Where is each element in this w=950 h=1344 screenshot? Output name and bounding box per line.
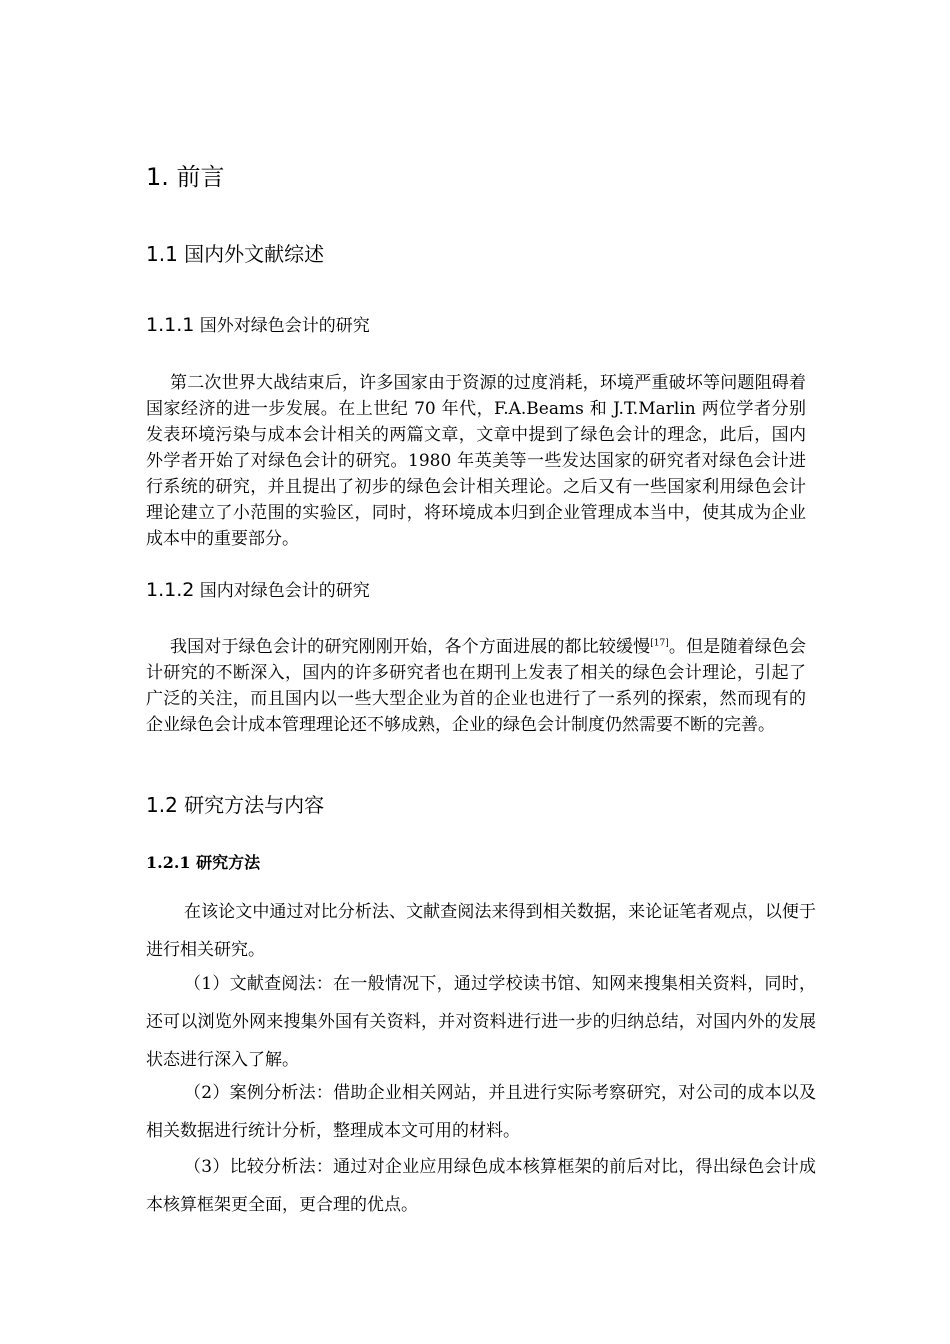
section-1-1-2-heading xyxy=(146,577,370,604)
citation-marker: [17] xyxy=(650,638,669,649)
section-1-heading: 1. 前言 xyxy=(146,163,225,191)
paragraph-text-part1: 我国对于绿色会计的研究刚刚开始，各个方面进展的都比较缓慢 xyxy=(170,637,651,657)
section-1-1-1-title: 国外对绿色会计的研究 xyxy=(199,316,370,336)
section-1-2-heading: 1.2 研究方法与内容 xyxy=(146,793,325,817)
section-1-1-2-paragraph xyxy=(146,634,806,738)
section-1-1-2-number: 1.1.2 xyxy=(146,579,195,601)
section-1-1-1-number: 1.1.1 xyxy=(146,314,195,336)
section-1-1-1-heading xyxy=(146,312,370,339)
method-item-case-analysis: （2）案例分析法：借助企业相关网站，并且进行实际考察研究，对公司的成本以及相关数据进行统计分析，整理成本文可用的材料。 xyxy=(146,1083,816,1141)
method-item-literature: （1）文献查阅法：在一般情况下，通过学校读书馆、知网来搜集相关资料，同时，还可以浏览外网来搜集外国有关资料，并对资料进行进一步的归纳总结，对国内外的发展状态进行深入了解。 xyxy=(146,974,816,1070)
method-item-comparison: （3）比较分析法：通过对企业应用绿色成本核算框架的前后对比，得出绿色会计成本核算框架更全面，更合理的优点。 xyxy=(146,1157,816,1215)
research-method-intro: 在该论文中通过对比分析法、文献查阅法来得到相关数据，来论证笔者观点，以便于进行相关研究。 xyxy=(146,902,816,960)
section-1-1-1-paragraph: 第二次世界大战结束后，许多国家由于资源的过度消耗，环境严重破坏等问题阻碍着国家经济的进一步发展。在上世纪 70 年代，F.A.Beams 和 J.T.Marlin 两位学者分别发表环境污染与成本会计相关的两篇文章，文章中提到了绿色会计的理念，此后，国内外学者开始了对绿色会计的研究。1980 年英美等一些发达国家的研究者对绿色会计进行系统的研究，并且提出了初步的绿色会计相关理论。之后又有一些国家利用绿色会计理论建立了小范围的实验区，同时，将环境成本归到企业管理成本当中，使其成为企业成本中的重要部分。 xyxy=(146,373,806,549)
section-1-1-heading: 1.1 国内外文献综述 xyxy=(146,242,325,266)
paragraph-text-part2: 。但是随着绿色会计研究的不断深入，国内的许多研究者也在期刊上发表了相关的绿色会计理论，引起了广泛的关注，而且国内以一些大型企业为首的企业也进行了一系列的探索，然而现有的企业绿色会计成本管理理论还不够成熟，企业的绿色会计制度仍然需要不断的完善。 xyxy=(146,637,807,735)
section-1-2-1-heading: 1.2.1 研究方法 xyxy=(146,853,261,872)
section-1-1-2-title: 国内对绿色会计的研究 xyxy=(199,581,370,601)
